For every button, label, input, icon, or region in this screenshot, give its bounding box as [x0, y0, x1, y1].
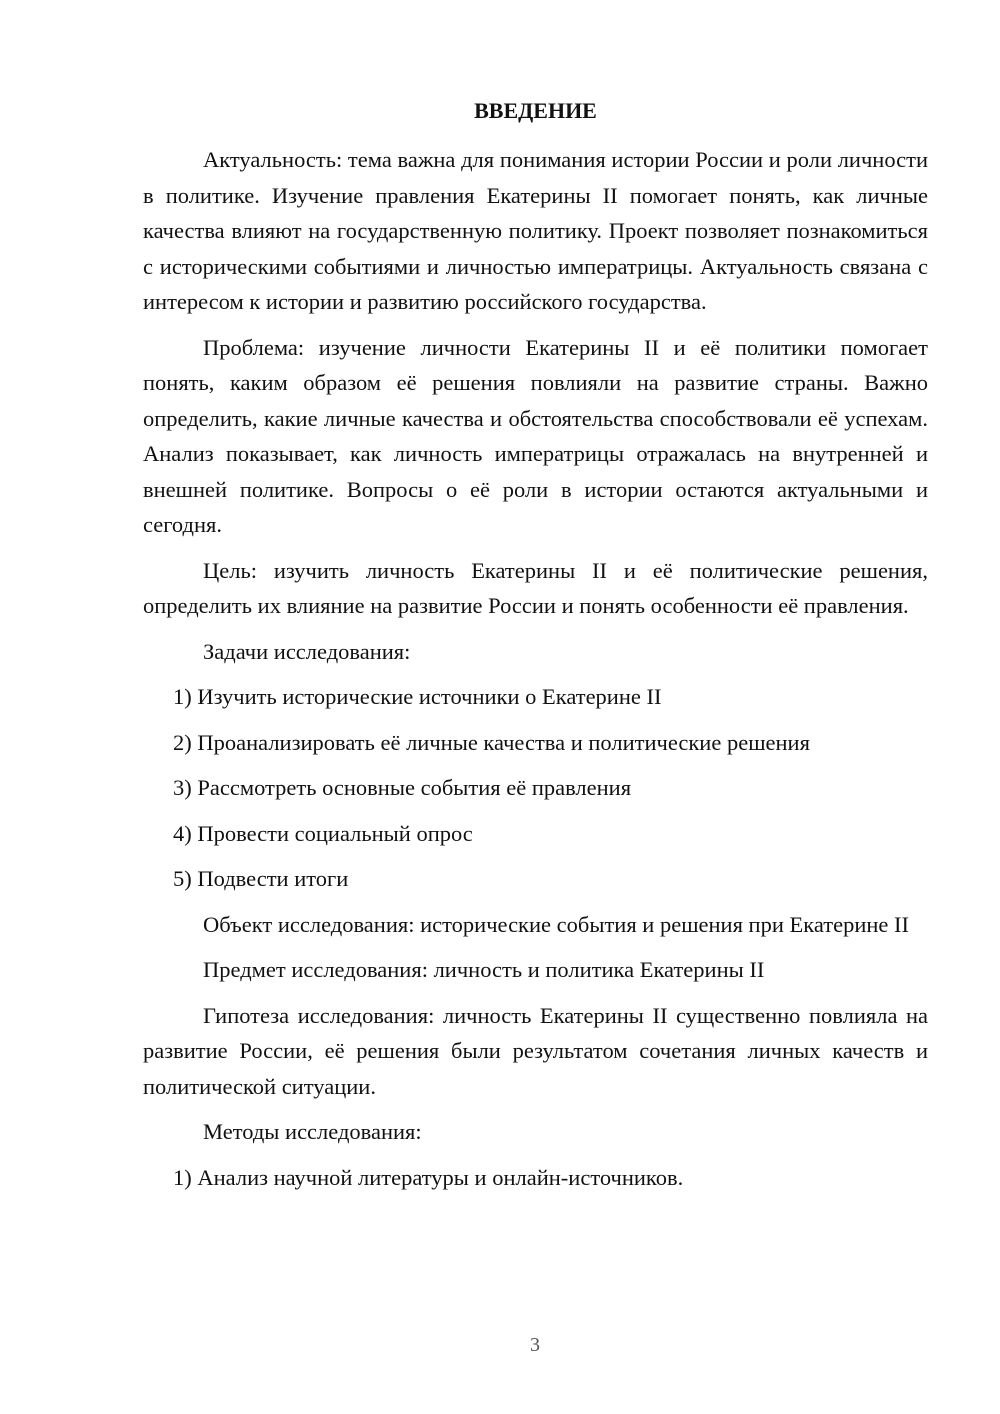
task-item: 4) Провести социальный опрос — [173, 820, 473, 846]
task-item: 3) Рассмотреть основные события её правления — [173, 775, 632, 800]
problem-paragraph: Проблема: изучение личности Екатерины II и её политики помогает понять, каким образом её решения повлияли на развитие страны. Важно определить, какие личные качества и обстоятельства способствовали её успехам. Анализ показывает, как личность императрицы отражалась на внутренней и внешней политике. Вопросы о её роли в истории остаются актуальными и сегодня. — [143, 334, 928, 537]
hypothesis-paragraph: Гипотеза исследования: личность Екатерины II существенно повлияла на развитие России, её решения были результатом сочетания личных качеств и политической ситуации. — [143, 1002, 928, 1099]
methods-heading: Методы исследования: — [203, 1119, 422, 1144]
task-item: 2) Проанализировать её личные качества и политические решения — [173, 729, 810, 755]
subject-paragraph: Предмет исследования: личность и политика Екатерины II — [203, 957, 765, 982]
task-item: 1) Изучить исторические источники о Екатерине II — [173, 684, 662, 709]
goal-paragraph: Цель: изучить личность Екатерины II и её политические решения, определить их влияние на развитие России и понять особенности её правления. — [143, 557, 928, 618]
section-title: ВВЕДЕНИЕ — [474, 98, 597, 123]
page-number: 3 — [530, 1334, 540, 1356]
object-paragraph: Объект исследования: исторические события и решения при Екатерине II — [203, 911, 910, 937]
task-item: 5) Подвести итоги — [173, 866, 349, 891]
method-item: 1) Анализ научной литературы и онлайн-источников. — [173, 1164, 684, 1190]
tasks-heading: Задачи исследования: — [203, 638, 411, 664]
relevance-paragraph: Актуальность: тема важна для понимания истории России и роли личности в политике. Изучение правления Екатерины II помогает понять, как личные качества влияют на государственную политику. Проект позволяет познакомиться с историческими событиями и личностью императрицы. Актуальность связана с интересом к истории и развитию российского государства. — [143, 147, 928, 314]
document-body — [143, 142, 928, 1205]
